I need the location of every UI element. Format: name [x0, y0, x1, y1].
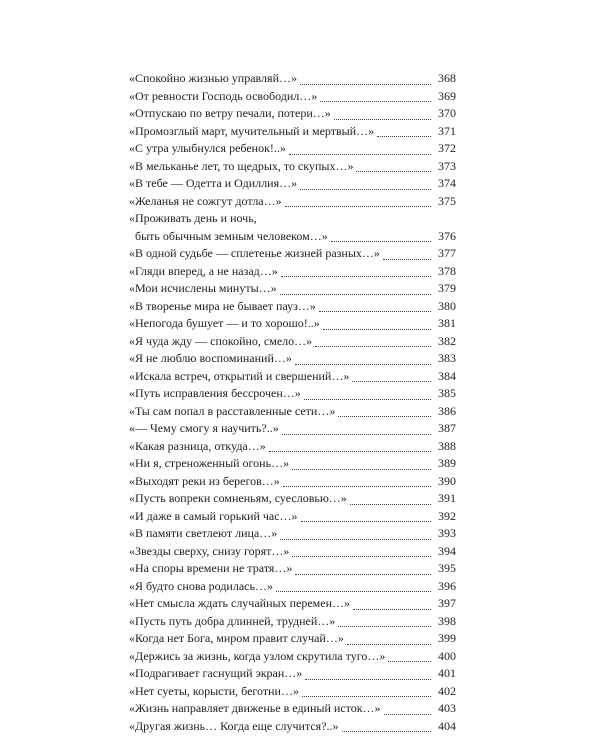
toc-page-number: 377 — [438, 246, 456, 260]
toc-page-number: 391 — [438, 491, 456, 505]
toc-entry-title: «От ревности Господь освободил…» — [129, 88, 318, 103]
dot-leader — [334, 119, 431, 120]
toc-page-number: 397 — [438, 596, 456, 610]
toc-entry — [129, 420, 456, 438]
toc-entry — [129, 403, 456, 421]
dot-leader — [338, 416, 431, 417]
dot-leader — [320, 101, 431, 102]
toc-entry-title: «Мои исчислены минуты…» — [129, 281, 277, 295]
toc-entry-title: «Я не люблю воспоминаний…» — [129, 351, 292, 365]
toc-entry — [129, 700, 456, 718]
toc-entry-title: «В памяти светлеют лица…» — [129, 526, 278, 540]
toc-entry — [129, 613, 456, 631]
toc-entry — [129, 648, 456, 666]
toc-page-number: 398 — [438, 613, 456, 628]
table-of-contents — [129, 70, 456, 735]
dot-leader — [289, 154, 431, 155]
toc-entry — [129, 263, 456, 281]
dot-leader — [304, 399, 431, 400]
toc-entry-title: «Пусть путь добра длинней, трудней…» — [129, 613, 336, 628]
toc-page-number: 389 — [438, 456, 456, 470]
dot-leader — [388, 661, 431, 662]
toc-page-number: 390 — [438, 473, 456, 488]
toc-entry-title-line — [129, 210, 456, 228]
toc-entry — [129, 630, 456, 648]
toc-entry — [129, 683, 456, 701]
toc-entry — [129, 385, 456, 403]
toc-page-number: 404 — [438, 718, 456, 733]
toc-page-number: 368 — [438, 71, 456, 85]
dot-leader — [301, 521, 431, 522]
dot-leader — [300, 84, 431, 85]
toc-entry — [129, 298, 456, 316]
toc-page-number: 380 — [438, 298, 456, 313]
toc-page-number: 386 — [438, 403, 456, 418]
toc-page-number: 382 — [438, 333, 456, 348]
toc-entry-title: «Непогода бушует — и то хорошо!..» — [129, 316, 320, 330]
toc-entry-title: «Какая разница, откуда…» — [129, 438, 266, 453]
toc-entry-title: «Нет суеты, корысти, беготни…» — [129, 683, 299, 698]
toc-page-number: 388 — [438, 438, 456, 453]
dot-leader — [319, 311, 431, 312]
dot-leader — [280, 294, 431, 295]
toc-entry — [129, 70, 456, 88]
toc-entry-title: «Другая жизнь… Когда еще случится?..» — [129, 718, 339, 733]
toc-page-number: 373 — [438, 158, 456, 173]
dot-leader — [338, 626, 431, 627]
toc-entry — [129, 193, 456, 211]
toc-entry-title: «На споры времени не тратя…» — [129, 561, 293, 575]
toc-entry — [129, 175, 456, 193]
toc-page-number: 375 — [438, 193, 456, 208]
toc-entry-title: «В одной судьбе — сплетенье жизней разных…» — [129, 246, 380, 260]
toc-entry — [129, 140, 456, 158]
toc-entry — [129, 718, 456, 736]
toc-entry — [129, 665, 456, 683]
toc-entry-title: «Пусть вопреки сомненьям, суесловью…» — [129, 491, 347, 505]
dot-leader — [352, 381, 431, 382]
toc-entry-title: «Путь исправления бессрочен…» — [129, 386, 301, 400]
toc-page-number: 374 — [438, 176, 456, 190]
toc-entry-title: «Когда нет Бога, миром правит случай…» — [129, 631, 344, 645]
dot-leader — [353, 609, 431, 610]
dot-leader — [383, 259, 431, 260]
toc-page-number: 370 — [438, 106, 456, 120]
dot-leader — [283, 486, 431, 487]
toc-entry-title: «Нет смысла ждать случайных перемен…» — [129, 596, 350, 610]
toc-entry — [129, 228, 456, 246]
toc-page-number: 379 — [438, 281, 456, 295]
toc-entry — [129, 595, 456, 613]
toc-entry-title: «С утра улыбнулся ребенок!..» — [129, 141, 286, 155]
toc-entry-title: «Ты сам попал в расставленные сети…» — [129, 403, 336, 418]
toc-page-number: 403 — [438, 701, 456, 715]
dot-leader — [342, 731, 431, 732]
toc-entry-title: «Гляди вперед, а не назад…» — [129, 263, 278, 278]
toc-entry — [129, 280, 456, 298]
toc-entry — [129, 543, 456, 561]
toc-entry-title: «В тебе — Одетта и Одиллия…» — [129, 176, 298, 190]
toc-entry-title: «Спокойно жизнью управляй…» — [129, 71, 297, 85]
dot-leader — [377, 136, 431, 137]
dot-leader — [276, 591, 431, 592]
dot-leader — [302, 696, 431, 697]
toc-entry-title: «Ни я, стреноженный огонь…» — [129, 456, 290, 470]
toc-entry — [129, 368, 456, 386]
toc-page-number: 372 — [438, 141, 456, 155]
toc-entry — [129, 560, 456, 578]
toc-page-number: 392 — [438, 508, 456, 523]
toc-page-number: 396 — [438, 578, 456, 593]
toc-page-number: 393 — [438, 526, 456, 540]
toc-page-number: 400 — [438, 648, 456, 663]
toc-entry-title: «— Чему смогу я научить?..» — [129, 421, 279, 435]
toc-entry — [129, 455, 456, 473]
toc-entry — [129, 490, 456, 508]
toc-page-number: 381 — [438, 316, 456, 330]
toc-entry-title: «Жизнь направляет движенье в единый исток…» — [129, 701, 381, 715]
dot-leader — [285, 206, 431, 207]
toc-entry-title: «В мельканье лет, то щедрых, то скупых…» — [129, 158, 354, 173]
toc-entry-title: «Я чуда жду — спокойно, смело…» — [129, 333, 313, 348]
toc-entry-title: «Искала встреч, открытий и свершений…» — [129, 368, 350, 383]
toc-page-number: 385 — [438, 386, 456, 400]
toc-entry-title: «И даже в самый горький час…» — [129, 508, 298, 523]
toc-entry-title: «Промозглый март, мучительный и мертвый…» — [129, 123, 375, 138]
toc-entry-title: «Проживать день и ночь, — [129, 211, 257, 225]
toc-entry-title: «Подрагивает гаснущий экран…» — [129, 666, 303, 680]
toc-page-number: 387 — [438, 421, 456, 435]
toc-entry — [129, 88, 456, 106]
toc-entry — [129, 350, 456, 368]
toc-entry — [129, 473, 456, 491]
toc-entry — [129, 578, 456, 596]
toc-entry — [129, 105, 456, 123]
toc-entry — [129, 123, 456, 141]
dot-leader — [282, 434, 431, 435]
toc-page-number: 378 — [438, 263, 456, 278]
toc-entry-title: «Желанья не сожгут дотла…» — [129, 193, 282, 208]
toc-entry-title: «Я будто снова родилась…» — [129, 578, 273, 593]
toc-entry — [129, 158, 456, 176]
toc-entry-title: «Отпускаю по ветру печали, потери…» — [129, 106, 331, 120]
toc-page-number: 384 — [438, 368, 456, 383]
toc-entry-title: «Звезды сверху, снизу горят…» — [129, 543, 290, 558]
toc-page-number: 369 — [438, 88, 456, 103]
toc-entry — [129, 333, 456, 351]
dot-leader — [384, 714, 431, 715]
dot-leader — [292, 469, 431, 470]
dot-leader — [295, 574, 431, 575]
toc-entry — [129, 438, 456, 456]
dot-leader — [347, 644, 431, 645]
dot-leader — [280, 539, 431, 540]
toc-entry-title: «Выходят реки из берегов…» — [129, 473, 280, 488]
toc-page-number: 371 — [438, 123, 456, 138]
dot-leader — [300, 189, 431, 190]
toc-entry — [129, 525, 456, 543]
toc-entry-title: «В творенье мира не бывает пауз…» — [129, 298, 316, 313]
toc-entry-title: «Держись за жизнь, когда узлом скрутила туго…» — [129, 648, 386, 663]
toc-entry — [129, 508, 456, 526]
dot-leader — [269, 451, 431, 452]
dot-leader — [315, 346, 431, 347]
toc-page-number: 401 — [438, 666, 456, 680]
toc-entry — [129, 315, 456, 333]
dot-leader — [281, 276, 431, 277]
dot-leader — [295, 364, 431, 365]
dot-leader — [292, 556, 431, 557]
toc-page-number: 383 — [438, 351, 456, 365]
toc-page-number: 376 — [438, 228, 456, 243]
toc-entry — [129, 245, 456, 263]
dot-leader — [323, 329, 431, 330]
dot-leader — [305, 679, 431, 680]
dot-leader — [350, 504, 431, 505]
toc-page-number: 394 — [438, 543, 456, 558]
toc-page-number: 399 — [438, 631, 456, 645]
toc-page-number: 402 — [438, 683, 456, 698]
dot-leader — [356, 171, 431, 172]
toc-entry-title-continued: быть обычным земным человеком…» — [135, 228, 328, 243]
toc-page-number: 395 — [438, 561, 456, 575]
dot-leader — [331, 241, 431, 242]
